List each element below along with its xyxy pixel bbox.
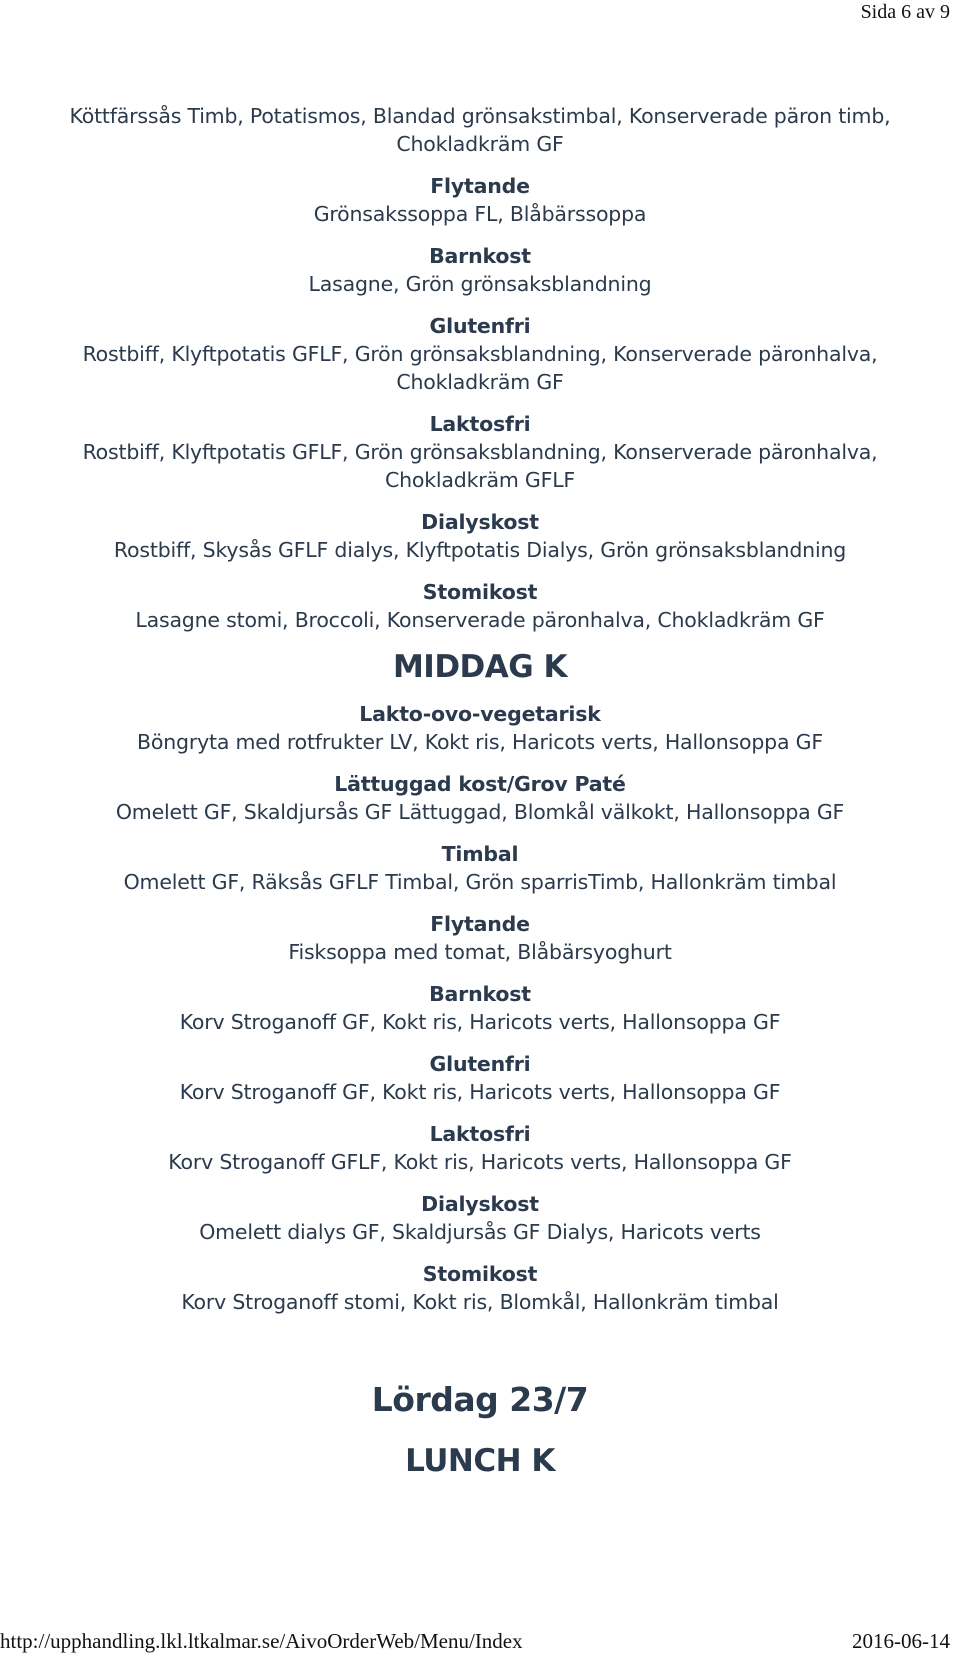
food-line: Omelett GF, Räksås GFLF Timbal, Grön sparrisTimb, Hallonkräm timbal <box>123 870 837 894</box>
menu-block-laktosfri <box>40 410 920 494</box>
diet-heading: Dialyskost <box>421 510 539 534</box>
food-line: Korv Stroganoff GF, Kokt ris, Haricots verts, Hallonsoppa GF <box>179 1080 781 1104</box>
diet-heading: Glutenfri <box>429 1052 531 1076</box>
day-heading: Lördag 23/7 <box>371 1380 589 1419</box>
food-line: Chokladkräm GFLF <box>384 468 576 492</box>
food-line: Fisksoppa med tomat, Blåbärsyoghurt <box>288 940 672 964</box>
menu-block-lakto-ovo <box>40 700 920 756</box>
menu-block-top <box>40 102 920 158</box>
food-line: Köttfärssås Timb, Potatismos, Blandad grönsakstimbal, Konserverade päron timb, <box>69 104 891 128</box>
meal-heading: LUNCH K <box>405 1443 555 1479</box>
footer-date: 2016-06-14 <box>852 1629 950 1653</box>
food-line: Korv Stroganoff GF, Kokt ris, Haricots verts, Hallonsoppa GF <box>179 1010 781 1034</box>
footer-url: http://upphandling.lkl.ltkalmar.se/AivoOrderWeb/Menu/Index <box>0 1629 523 1653</box>
menu-block-dialyskost <box>40 1190 920 1246</box>
menu-block-glutenfri <box>40 312 920 396</box>
menu-block-laktosfri <box>40 1120 920 1176</box>
menu-block-barnkost <box>40 242 920 298</box>
food-line: Grönsakssoppa FL, Blåbärssoppa <box>313 202 647 226</box>
diet-heading: Stomikost <box>422 580 538 604</box>
diet-heading: Laktosfri <box>429 1122 531 1146</box>
menu-block-barnkost <box>40 980 920 1036</box>
menu-content <box>40 102 920 1480</box>
diet-heading: Lättuggad kost/Grov Paté <box>334 772 626 796</box>
diet-heading: Barnkost <box>429 982 531 1006</box>
meal-heading: MIDDAG K <box>392 649 568 685</box>
menu-block-stomikost <box>40 1260 920 1316</box>
diet-heading: Glutenfri <box>429 314 531 338</box>
menu-block-dialyskost <box>40 508 920 564</box>
food-line: Chokladkräm GF <box>396 370 564 394</box>
food-line: Rostbiff, Skysås GFLF dialys, Klyftpotatis Dialys, Grön grönsaksblandning <box>113 538 847 562</box>
food-line: Lasagne stomi, Broccoli, Konserverade päronhalva, Chokladkräm GF <box>135 608 825 632</box>
food-line: Omelett dialys GF, Skaldjursås GF Dialys, Haricots verts <box>199 1220 761 1244</box>
food-line: Korv Stroganoff stomi, Kokt ris, Blomkål, Hallonkräm timbal <box>181 1290 779 1314</box>
menu-block-glutenfri <box>40 1050 920 1106</box>
menu-block-timbal <box>40 840 920 896</box>
diet-heading: Flytande <box>430 174 530 198</box>
food-line: Chokladkräm GF <box>396 132 564 156</box>
food-line: Rostbiff, Klyftpotatis GFLF, Grön grönsaksblandning, Konserverade päronhalva, <box>82 342 878 366</box>
page-number: Sida 6 av 9 <box>860 1 950 23</box>
menu-block-lattuggad <box>40 770 920 826</box>
diet-heading: Stomikost <box>422 1262 538 1286</box>
food-line: Rostbiff, Klyftpotatis GFLF, Grön grönsaksblandning, Konserverade päronhalva, <box>82 440 878 464</box>
diet-heading: Laktosfri <box>429 412 531 436</box>
menu-block-flytande <box>40 910 920 966</box>
diet-heading: Barnkost <box>429 244 531 268</box>
menu-block-flytande <box>40 172 920 228</box>
menu-block-stomikost <box>40 578 920 634</box>
food-line: Lasagne, Grön grönsaksblandning <box>308 272 652 296</box>
food-line: Omelett GF, Skaldjursås GF Lättuggad, Blomkål välkokt, Hallonsoppa GF <box>115 800 845 824</box>
diet-heading: Lakto-ovo-vegetarisk <box>359 702 601 726</box>
food-line: Böngryta med rotfrukter LV, Kokt ris, Haricots verts, Hallonsoppa GF <box>137 730 823 754</box>
food-line: Korv Stroganoff GFLF, Kokt ris, Haricots verts, Hallonsoppa GF <box>168 1150 792 1174</box>
diet-heading: Flytande <box>430 912 530 936</box>
diet-heading: Timbal <box>441 842 519 866</box>
diet-heading: Dialyskost <box>421 1192 539 1216</box>
